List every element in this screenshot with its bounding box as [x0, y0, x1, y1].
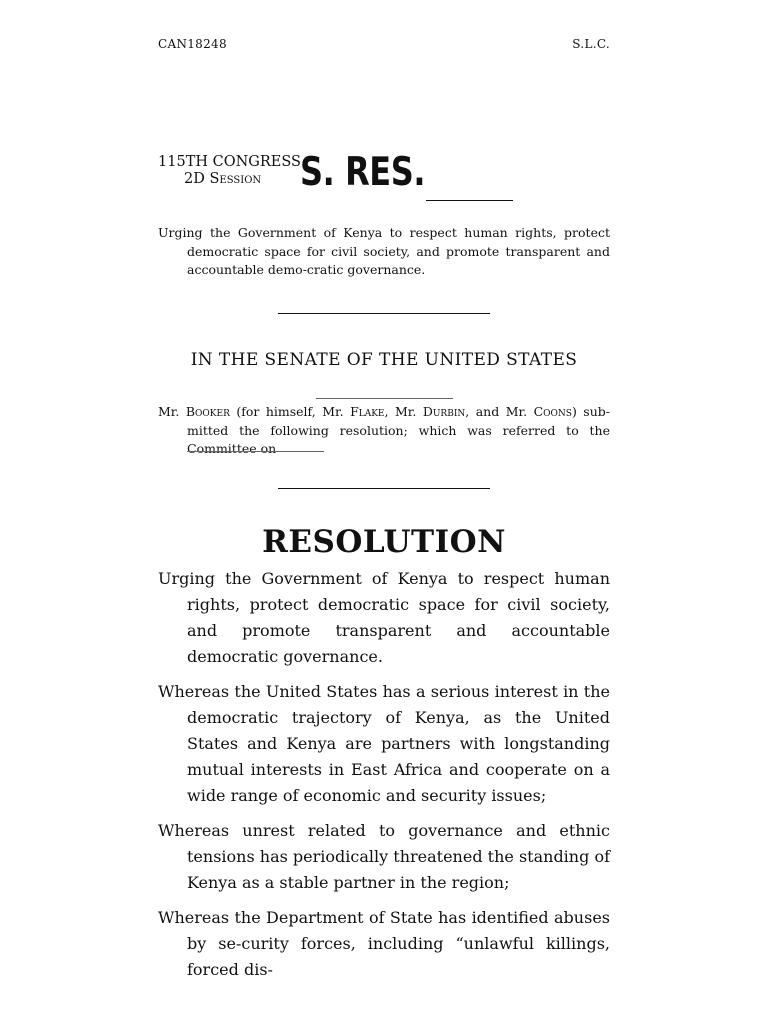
measure-number-blank	[426, 200, 513, 201]
session-number: 2	[184, 171, 194, 187]
document-id: CAN18248	[158, 37, 227, 51]
sponsor-text-4: , and Mr.	[465, 404, 534, 419]
divider-rule-2	[278, 488, 490, 489]
congress-word: CONGRESS	[208, 154, 301, 170]
whereas-clause: Whereas the Department of State has identified abuses by se-curity forces, including “unlawful killings, forced dis-	[158, 908, 610, 979]
congress-ordinal: 115	[158, 154, 186, 170]
congress-line	[158, 154, 301, 171]
resolution-title: RESOLUTION	[262, 524, 506, 560]
resolution-body	[158, 566, 610, 992]
sponsor-durbin: Durbin	[422, 404, 466, 419]
session-line	[158, 171, 301, 188]
senate-heading: IN THE SENATE OF THE UNITED STATES	[190, 350, 578, 370]
session-word: Session	[204, 171, 262, 187]
slc-code: S.L.C.	[572, 37, 610, 51]
congress-session-block	[158, 154, 301, 188]
sponsor-flake: Flake	[350, 404, 385, 419]
sponsor-booker: Booker	[185, 404, 230, 419]
whereas-clause: Whereas unrest related to governance and ethnic tensions has periodically threatened the standing of Kenya as a stable partner in the region;	[158, 821, 610, 892]
sponsor-text-3: , Mr.	[384, 404, 423, 419]
whereas-clause: Whereas the United States has a serious interest in the democratic trajectory of Kenya, as the United States and Kenya are partners with longstanding mutual interests in East Africa and cooperate on a wide range of economic and security issues;	[158, 682, 610, 805]
session-suffix: D	[193, 171, 205, 187]
sponsor-text-5: ) sub-mitted the following resolution; which was referred to the Committee on	[187, 404, 611, 456]
measure-label: S. RES.	[300, 150, 426, 195]
summary-text: Urging the Government of Kenya to respect human rights, protect democratic space for civil society, and promote transparent and accountable demo-cratic governance.	[158, 225, 610, 277]
sponsor-coons: Coons	[533, 404, 572, 419]
sponsor-prefix: Mr.	[158, 404, 186, 419]
sponsor-text-2: (for himself, Mr.	[229, 404, 351, 419]
resolution-purpose: Urging the Government of Kenya to respect human rights, protect democratic space for civil society, and promote transparent and accountable democratic governance.	[158, 569, 610, 666]
title-summary	[158, 224, 610, 280]
divider-rule	[278, 313, 490, 314]
committee-blank	[187, 451, 324, 452]
congress-ordinal-suffix: TH	[185, 154, 209, 170]
sponsor-divider	[316, 398, 453, 399]
